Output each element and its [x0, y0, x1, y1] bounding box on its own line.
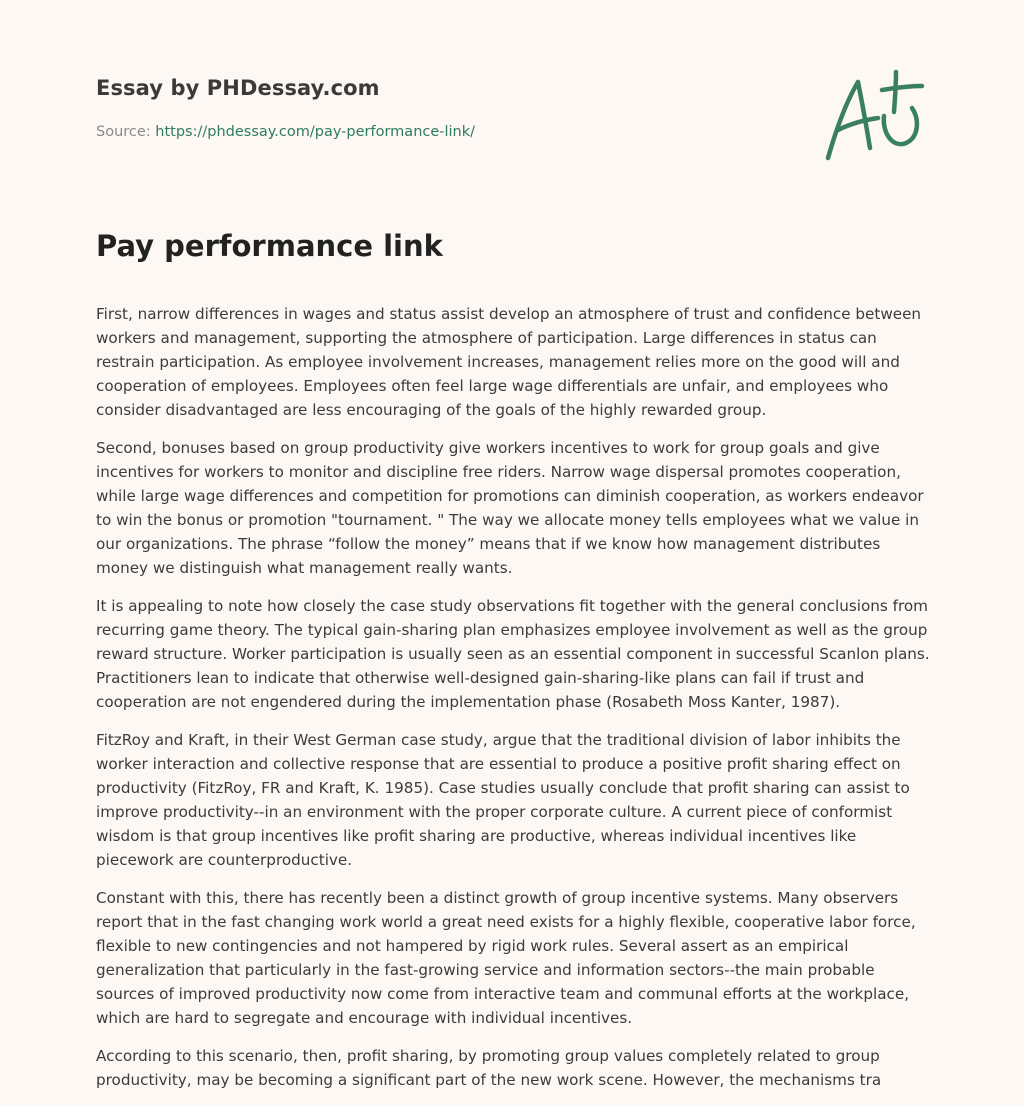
article-paragraph: FitzRoy and Kraft, in their West German case study, argue that the traditional division of labor inhibits the worker interaction and collective response that are essential to produce a positive profit sharing effect on productivity (FitzRoy, FR and Kraft, K. 1985). Case studies usually conclude that profit sharing can assist to improve productivity--in an environment with the proper corporate culture. A current piece of conformist wisdom is that group incentives like profit sharing are productive, whereas individual incentives like piecework are counterproductive. [96, 731, 910, 869]
article-paragraph: It is appealing to note how closely the case study observations fit together with the general conclusions from recurring game theory. The typical gain-sharing plan emphasizes employee involvement as well as the group reward structure. Worker participation is usually seen as an essential component in successful Scanlon plans. Practitioners lean to indicate that otherwise well-designed gain-sharing-like plans can fail if trust and cooperation are not engendered during the implementation phase (Rosabeth Moss Kanter, 1987). [96, 597, 930, 711]
article-paragraph: According to this scenario, then, profit sharing, by promoting group values completely related to group productivity, may be becoming a significant part of the new work scene. However, the mechanisms tra [96, 1047, 882, 1089]
article-paragraph: Second, bonuses based on group productivity give workers incentives to work for group goals and give incentives for workers to monitor and discipline free riders. Narrow wage dispersal promotes cooperation, while large wage differences and competition for promotions can diminish cooperation, as workers endeavor to win the bonus or promotion "tournament. " The way we allocate money tells employees what we value in our organizations. The phrase “follow the money” means that if we know how management distributes money we distinguish what management really wants. [96, 439, 924, 577]
page-header [96, 0, 928, 200]
article-paragraph: Constant with this, there has recently been a distinct growth of group incentive systems. Many observers report that in the fast changing work world a great need exists for a highly flexible, cooperative labor force, flexible to new contingencies and not hampered by rigid work rules. Several assert as an empirical generalization that particularly in the fast-growing service and information sectors--the main probable sources of improved productivity now come from interactive team and communal efforts at the workplace, which are hard to segregate and encourage with individual incentives. [96, 889, 916, 1027]
article-title: Pay performance link [96, 229, 443, 263]
source-line [96, 124, 475, 140]
article-paragraph: First, narrow differences in wages and status assist develop an atmosphere of trust and confidence between workers and management, supporting the atmosphere of participation. Large differences in status can restrain participation. As employee involvement increases, management relies more on the good will and cooperation of employees. Employees often feel large wage differentials are unfair, and employees who consider disadvantaged are less encouraging of the goals of the highly rewarded group. [96, 305, 922, 419]
source-link[interactable]: https://phdessay.com/pay-performance-link/ [155, 124, 476, 140]
site-title: Essay by PHDessay.com [96, 76, 380, 100]
a-plus-logo-icon [824, 68, 926, 164]
source-label: Source: [96, 124, 151, 140]
article [96, 226, 932, 1106]
